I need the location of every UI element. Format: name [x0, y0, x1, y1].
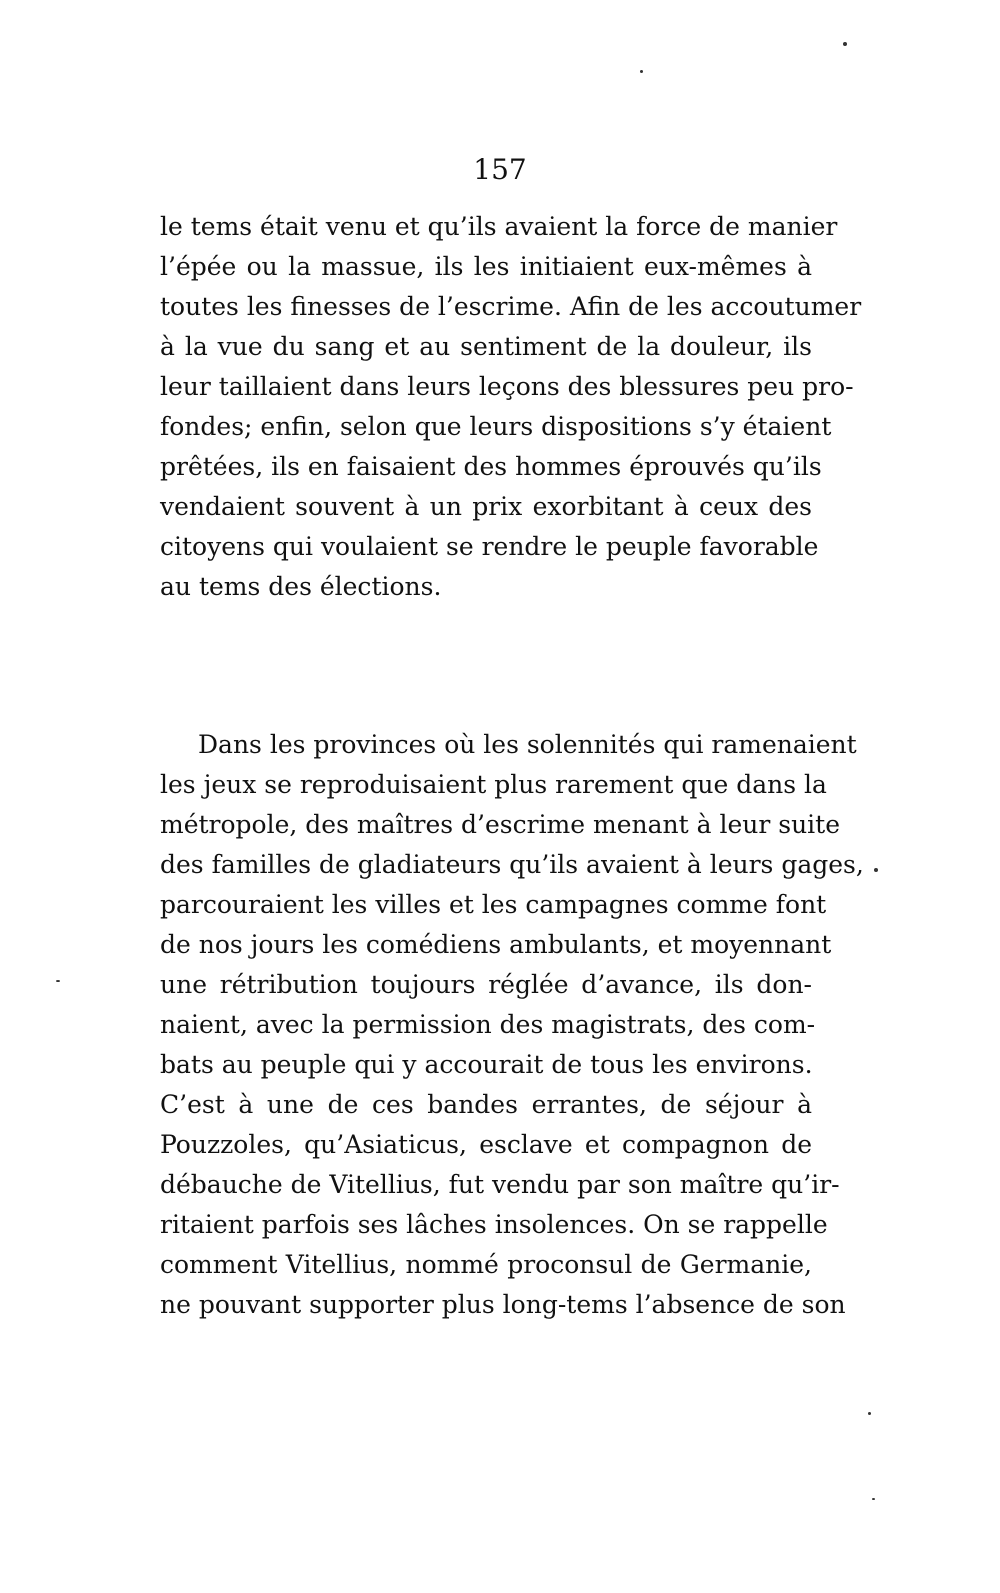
text-line: prêtées, ils en faisaient des hommes éprouvés qu’ils: [160, 452, 822, 481]
scan-speck: [868, 1412, 871, 1415]
text-line: métropole, des maîtres d’escrime menant à leur suite: [160, 810, 841, 839]
text-line: Dans les provinces où les solennités qui ramenaient: [198, 730, 857, 759]
text-line: débauche de Vitellius, fut vendu par son maître qu’ir-: [160, 1170, 840, 1199]
text-line: naient, avec la permission des magistrats, des com-: [160, 1010, 816, 1039]
scan-speck: [56, 980, 60, 982]
text-line: de nos jours les comédiens ambulants, et moyennant: [160, 930, 832, 959]
text-line: vendaient souvent à un prix exorbitant à ceux des: [160, 492, 812, 521]
text-line: toutes les finesses de l’escrime. Afin de les accoutumer: [160, 292, 862, 321]
text-line: l’épée ou la massue, ils les initiaient eux-mêmes à: [160, 252, 812, 281]
text-line: ritaient parfois ses lâches insolences. On se rappelle: [160, 1210, 828, 1239]
text-line: leur taillaient dans leurs leçons des blessures peu pro-: [160, 372, 854, 401]
paragraph-2: [160, 725, 864, 1325]
text-line: des familles de gladiateurs qu’ils avaient à leurs gages,: [160, 850, 864, 879]
text-line: C’est à une de ces bandes errantes, de séjour à: [160, 1090, 812, 1119]
scan-speck: [874, 868, 878, 872]
text-line: Pouzzoles, qu’Asiaticus, esclave et compagnon de: [160, 1130, 812, 1159]
text-line: le tems était venu et qu’ils avaient la force de manier: [160, 212, 838, 241]
scan-speck: [843, 42, 847, 46]
text-line: citoyens qui voulaient se rendre le peuple favorable: [160, 532, 819, 561]
text-line: fondes; enfin, selon que leurs dispositions s’y étaient: [160, 412, 832, 441]
text-line: à la vue du sang et au sentiment de la douleur, ils: [160, 332, 812, 361]
text-line: comment Vitellius, nommé proconsul de Germanie,: [160, 1250, 812, 1279]
scan-speck: [640, 70, 643, 73]
text-line: une rétribution toujours réglée d’avance, ils don-: [160, 970, 812, 999]
text-line: bats au peuple qui y accourait de tous les environs.: [160, 1050, 813, 1079]
text-line: ne pouvant supporter plus long-tems l’absence de son: [160, 1290, 846, 1319]
scan-speck: [872, 1498, 875, 1500]
text-line: parcouraient les villes et les campagnes comme font: [160, 890, 827, 919]
text-line: les jeux se reproduisaient plus rarement que dans la: [160, 770, 827, 799]
paragraph-1: [160, 207, 862, 607]
page-number: 157: [473, 153, 527, 186]
text-line: au tems des élections.: [160, 572, 442, 601]
